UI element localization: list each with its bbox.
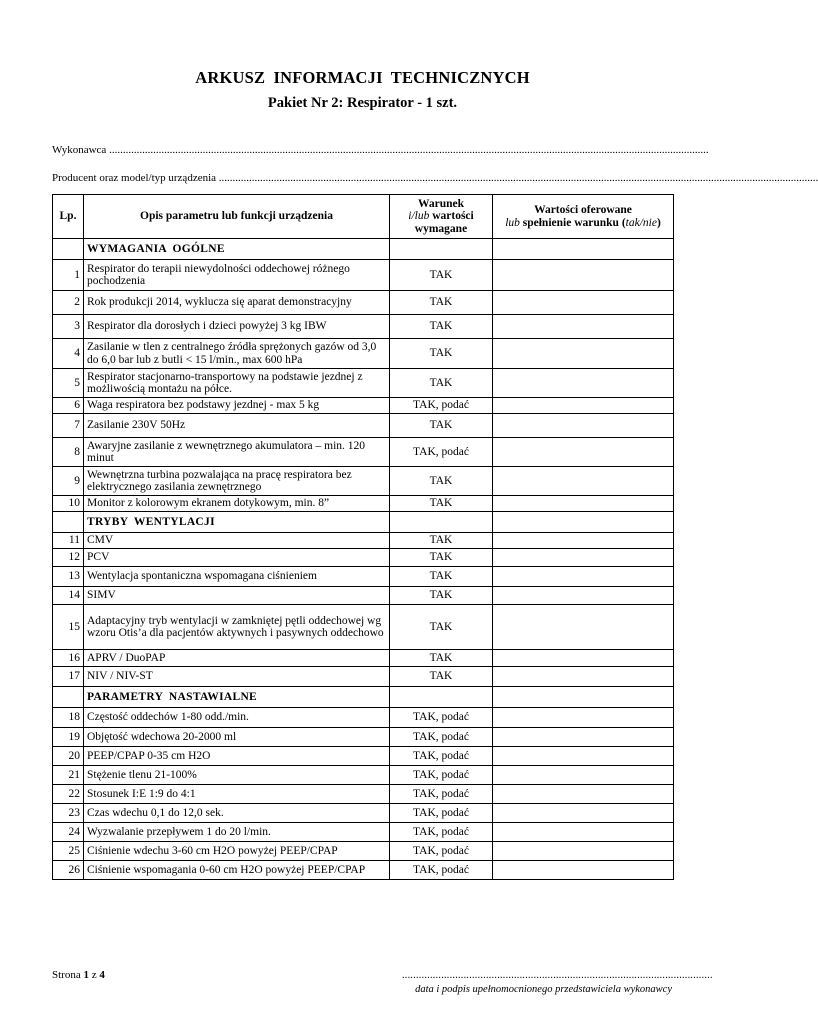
row-offered-value[interactable] [493,728,674,747]
row-description: Objętość wdechowa 20-2000 ml [84,728,390,747]
page-title: ARKUSZ INFORMACJI TECHNICZNYCH [195,68,530,87]
row-requirement: TAK [390,567,493,587]
row-description: Waga respiratora bez podstawy jezdnej - max 5 kg [84,398,390,414]
table-row [53,823,674,842]
wykonawca-label: Wykonawca [52,144,110,156]
row-requirement: TAK, podać [390,766,493,785]
section-offer [493,512,674,533]
row-requirement: TAK, podać [390,842,493,861]
row-offered-value[interactable] [493,804,674,823]
row-offered-value[interactable] [493,842,674,861]
producent-field[interactable] [52,172,818,184]
row-lp: 21 [53,766,84,785]
row-lp: 6 [53,398,84,414]
table-row [53,369,674,398]
row-description: Ciśnienie wspomagania 0-60 cm H2O powyżej PEEP/CPAP [84,861,390,880]
technical-spec-table [52,194,674,880]
row-requirement: TAK, podać [390,438,493,467]
row-offered-value[interactable] [493,339,674,369]
row-description: Stosunek I:E 1:9 do 4:1 [84,785,390,804]
wykonawca-dots: .......................................................................................................................................................................................................................... [109,144,709,156]
table-row [53,728,674,747]
page-number [52,969,105,981]
table-row [53,533,674,549]
row-description: Respirator dla dorosłych i dzieci powyżej 3 kg IBW [84,315,390,339]
row-offered-value[interactable] [493,650,674,667]
row-description: Adaptacyjny tryb wentylacji w zamkniętej pętli oddechowej wg wzoru Otis’a dla pacjentów aktywnych i pasywnych oddechowo [84,605,390,650]
row-requirement: TAK [390,414,493,438]
table-body [53,239,674,880]
table-row [53,567,674,587]
row-lp: 17 [53,667,84,687]
table-row [53,315,674,339]
row-requirement: TAK, podać [390,804,493,823]
row-lp: 25 [53,842,84,861]
row-requirement: TAK, podać [390,861,493,880]
row-requirement: TAK, podać [390,747,493,766]
table-row [53,260,674,291]
row-offered-value[interactable] [493,398,674,414]
row-requirement: TAK [390,467,493,496]
row-lp: 3 [53,315,84,339]
signature-caption: data i podpis upełnomocnionego przedstawiciela wykonawcy [415,984,672,995]
row-offered-value[interactable] [493,438,674,467]
header-warunek-l2: wartości [429,210,474,223]
section-row [53,239,674,260]
section-lp [53,512,84,533]
header-warunek-italic: i/lub [408,210,430,223]
row-lp: 23 [53,804,84,823]
row-offered-value[interactable] [493,496,674,512]
page-total: 4 [99,969,105,981]
row-requirement: TAK [390,605,493,650]
row-offered-value[interactable] [493,414,674,438]
row-lp: 8 [53,438,84,467]
row-description: Rok produkcji 2014, wyklucza się aparat demonstracyjny [84,291,390,315]
row-lp: 2 [53,291,84,315]
row-requirement: TAK, podać [390,823,493,842]
row-offered-value[interactable] [493,785,674,804]
section-cond [390,239,493,260]
row-description: Stężenie tlenu 21-100% [84,766,390,785]
row-lp: 4 [53,339,84,369]
row-offered-value[interactable] [493,467,674,496]
table-row [53,708,674,728]
row-lp: 14 [53,587,84,605]
page-label: Strona [52,969,84,981]
page-subtitle: Pakiet Nr 2: Respirator - 1 szt. [267,95,458,111]
row-requirement: TAK [390,587,493,605]
section-title: WYMAGANIA OGÓLNE [84,239,390,260]
row-lp: 7 [53,414,84,438]
row-description: Czas wdechu 0,1 do 12,0 sek. [84,804,390,823]
table-row [53,804,674,823]
row-description: Zasilanie w tlen z centralnego źródła sprężonych gazów od 3,0 do 6,0 bar lub z butli < 15 l/min., max 600 hPa [84,339,390,369]
row-description: Respirator stacjonarno-transportowy na podstawie jezdnej z możliwością montażu na półce. [84,369,390,398]
row-description: Wentylacja spontaniczna wspomagana ciśnieniem [84,567,390,587]
row-description: Wyzwalanie przepływem 1 do 20 l/min. [84,823,390,842]
row-requirement: TAK [390,339,493,369]
section-title: TRYBY WENTYLACJI [84,512,390,533]
row-description: SIMV [84,587,390,605]
header-warunek-l1: Warunek [417,197,464,210]
row-lp: 13 [53,567,84,587]
row-lp: 18 [53,708,84,728]
row-description: NIV / NIV-ST [84,667,390,687]
row-offered-value[interactable] [493,533,674,549]
row-description: CMV [84,533,390,549]
row-description: Zasilanie 230V 50Hz [84,414,390,438]
row-requirement: TAK, podać [390,728,493,747]
header-warunek [390,195,493,239]
table-row [53,747,674,766]
row-requirement: TAK [390,369,493,398]
table-row [53,496,674,512]
table-row [53,398,674,414]
table-row [53,842,674,861]
row-description: Awaryjne zasilanie z wewnętrznego akumulatora – min. 120 minut [84,438,390,467]
header-oferowane-l1: Wartości oferowane [534,204,632,216]
row-offered-value[interactable] [493,315,674,339]
table-row [53,650,674,667]
row-lp: 19 [53,728,84,747]
header-oferowane [493,195,674,239]
header-oferowane-italic2: tak/nie [625,216,657,229]
row-offered-value[interactable] [493,861,674,880]
row-description: PCV [84,549,390,567]
row-requirement: TAK [390,291,493,315]
row-offered-value[interactable] [493,567,674,587]
table-row [53,766,674,785]
row-offered-value[interactable] [493,549,674,567]
row-description: Ciśnienie wdechu 3-60 cm H2O powyżej PEEP/CPAP [84,842,390,861]
row-requirement: TAK, podać [390,785,493,804]
row-lp: 22 [53,785,84,804]
section-lp [53,687,84,708]
row-offered-value[interactable] [493,587,674,605]
header-oferowane-italic: lub [505,216,520,229]
table-row [53,549,674,567]
row-description: Częstość oddechów 1-80 odd./min. [84,708,390,728]
row-lp: 26 [53,861,84,880]
section-offer [493,687,674,708]
row-offered-value[interactable] [493,369,674,398]
row-lp: 5 [53,369,84,398]
page-sep: z [88,969,100,981]
section-row [53,512,674,533]
row-offered-value[interactable] [493,605,674,650]
table-header-row [53,195,674,239]
row-offered-value[interactable] [493,708,674,728]
row-requirement: TAK [390,533,493,549]
row-requirement: TAK [390,260,493,291]
row-offered-value[interactable] [493,766,674,785]
row-description: APRV / DuoPAP [84,650,390,667]
table-row [53,438,674,467]
row-requirement: TAK, podać [390,398,493,414]
header-warunek-l3: wymagane [414,222,468,235]
header-oferowane-l2: spełnienie warunku ( [519,216,626,229]
section-offer [493,239,674,260]
table-row [53,605,674,650]
row-requirement: TAK [390,496,493,512]
row-description: Wewnętrzna turbina pozwalająca na pracę respiratora bez elektrycznego zasilania zewnętrznego [84,467,390,496]
row-lp: 1 [53,260,84,291]
section-title: PARAMETRY NASTAWIALNE [84,687,390,708]
row-lp: 15 [53,605,84,650]
row-lp: 9 [53,467,84,496]
table-row [53,291,674,315]
row-lp: 20 [53,747,84,766]
row-offered-value[interactable] [493,291,674,315]
row-requirement: TAK [390,549,493,567]
table-row [53,339,674,369]
table-row [53,414,674,438]
section-cond [390,512,493,533]
row-lp: 11 [53,533,84,549]
row-offered-value[interactable] [493,260,674,291]
row-offered-value[interactable] [493,667,674,687]
row-requirement: TAK [390,667,493,687]
producent-label: Producent oraz model/typ urządzenia [52,172,219,184]
wykonawca-field[interactable] [52,144,709,156]
header-oferowane-l3: ) [656,216,661,229]
table-row [53,785,674,804]
row-lp: 16 [53,650,84,667]
row-description: Respirator do terapii niewydolności oddechowej różnego pochodzenia [84,260,390,291]
row-lp: 12 [53,549,84,567]
row-lp: 24 [53,823,84,842]
table-row [53,667,674,687]
row-description: PEEP/CPAP 0-35 cm H2O [84,747,390,766]
header-opis: Opis parametru lub funkcji urządzenia [84,195,390,239]
row-requirement: TAK, podać [390,708,493,728]
row-lp: 10 [53,496,84,512]
header-lp: Lp. [53,195,84,239]
row-description: Monitor z kolorowym ekranem dotykowym, min. 8” [84,496,390,512]
signature-line[interactable]: ............................................................................................................... [402,970,713,981]
producent-dots: .......................................................................................................................................................................................................................... [218,172,818,184]
table-row [53,467,674,496]
row-requirement: TAK [390,315,493,339]
page-current: 1 [83,969,89,981]
section-cond [390,687,493,708]
section-row [53,687,674,708]
row-offered-value[interactable] [493,823,674,842]
table-row [53,587,674,605]
section-lp [53,239,84,260]
row-offered-value[interactable] [493,747,674,766]
table-row [53,861,674,880]
row-requirement: TAK [390,650,493,667]
